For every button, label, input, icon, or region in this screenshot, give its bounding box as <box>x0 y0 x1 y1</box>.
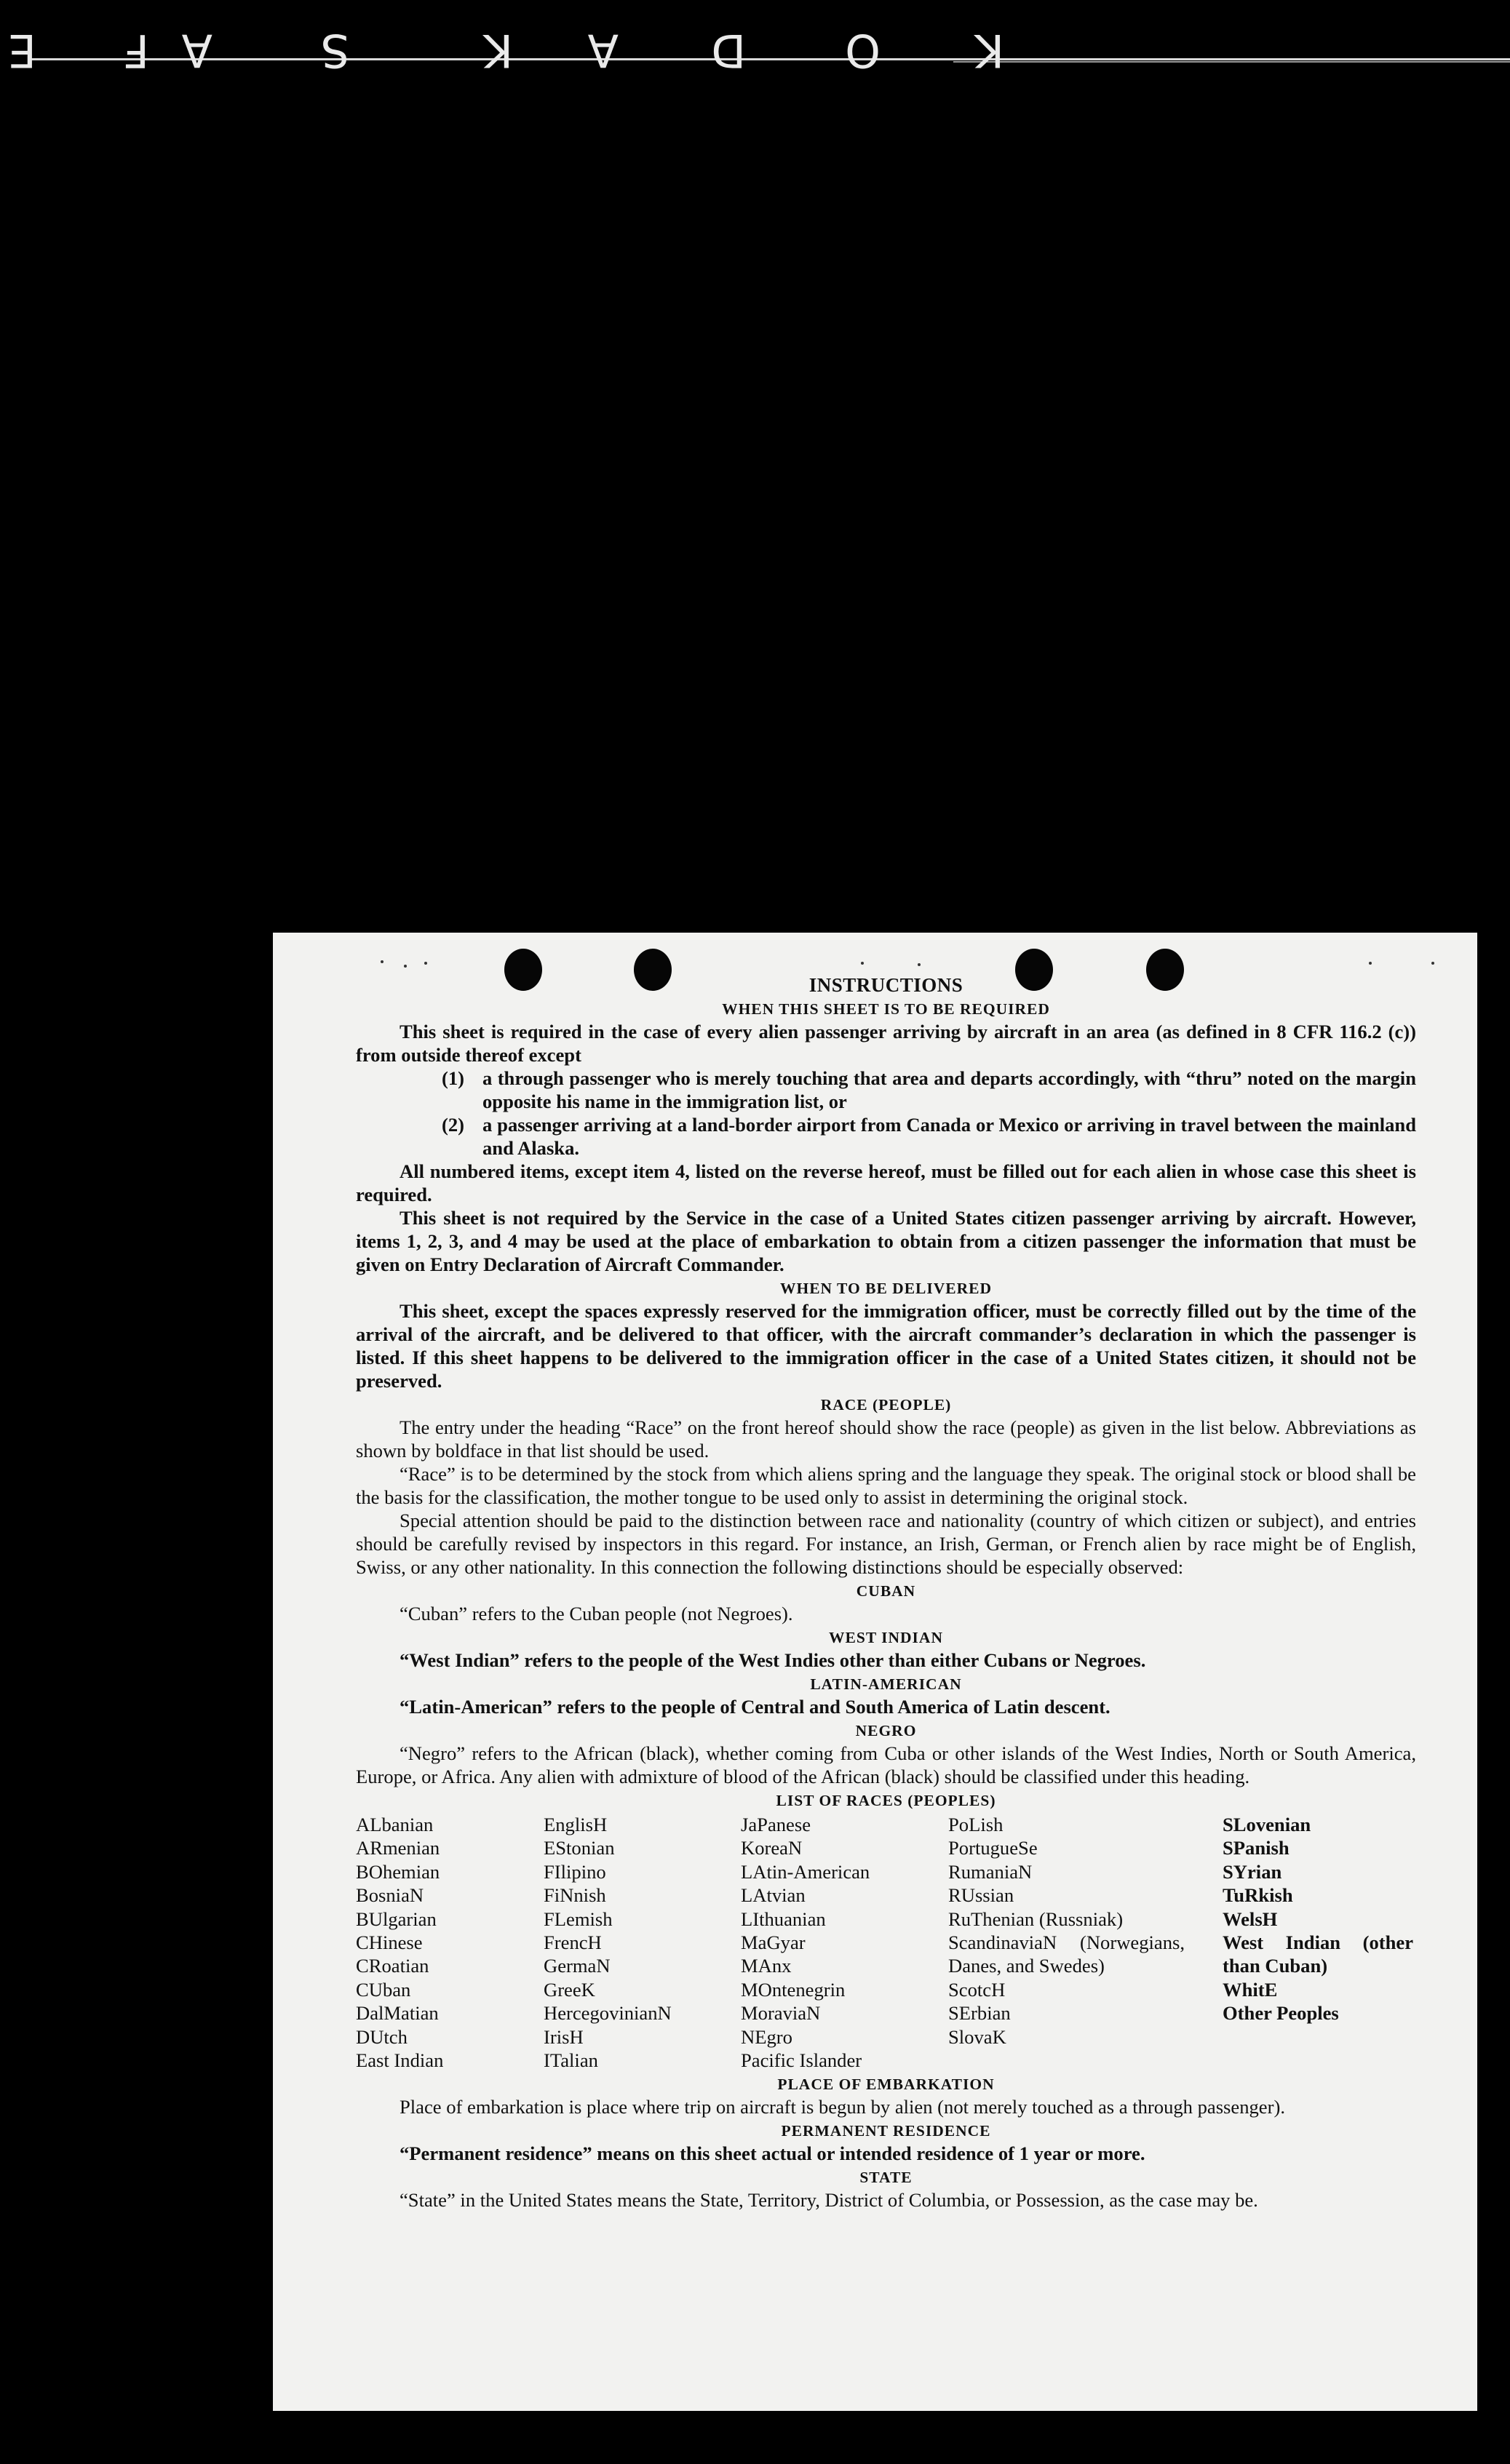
when-delivered-text: This sheet, except the spaces expressly reserved for the immigration officer, must be correctly filled out by the time of the arrival of the aircraft, and be delivered to that officer, with the aircraft commander’s declaration in which the passenger is listed. If this sheet happens to be delivered to the immigration officer in the case of a United States citizen, it should not be preserved. <box>356 1300 1416 1392</box>
race-entry: BUlgarian <box>356 1907 437 1930</box>
race-entry: SlovaK <box>948 2025 1006 2048</box>
race-column <box>1223 1813 1416 2072</box>
film-letter: S <box>319 24 349 77</box>
race-entry: TuRkish <box>1223 1884 1293 1907</box>
heading-latin-american: LATIN-AMERICAN <box>810 1675 962 1693</box>
race-entry: WelsH <box>1223 1907 1278 1930</box>
numbered-items-paragraph: All numbered items, except item 4, listed on the reverse hereof, must be filled out for each alien in whose case this sheet is required. <box>356 1160 1416 1205</box>
race-entry: CHinese <box>356 1931 423 1954</box>
film-letter: D <box>710 24 746 77</box>
race-entry: MAnx <box>741 1955 792 1977</box>
race-entry: JaPanese <box>741 1814 811 1835</box>
race-entry: EStonian <box>544 1837 615 1859</box>
race-entry: PoLish <box>948 1814 1004 1835</box>
race-entry: CUban <box>356 1978 411 2001</box>
speck <box>1369 962 1372 965</box>
race-entry: FLemish <box>544 1907 613 1930</box>
race-entry: WhitE <box>1223 1978 1278 2001</box>
race-entry: ScandinaviaN (Norwegians, Danes, and Swedes) <box>948 1931 1185 1977</box>
race-paragraph-3: Special attention should be paid to the distinction between race and nationality (country of which citizen or subject), and entries should be carefully revised by inspectors in this regard. For instance, an Irish, German, or French alien by race might be of English, Swiss, or any other nationality. In this connection the following distinctions should be especially observed: <box>356 1510 1416 1578</box>
race-entry: GreeK <box>544 1978 595 2001</box>
exception-list <box>356 1066 1416 1160</box>
race-entry: KoreaN <box>741 1837 803 1859</box>
race-entry: ITalian <box>544 2049 598 2072</box>
race-entry: West Indian (other than Cuban) <box>1223 1931 1413 1977</box>
race-entry: HercegovinianN <box>544 2002 672 2025</box>
citizen-paragraph: This sheet is not required by the Service in the case of a United States citizen passenger arriving by aircraft. However, items 1, 2, 3, and 4 may be used at the place of embarkation to obtain from a citizen passenger the information that must be given on Entry Declaration of Aircraft Commander. <box>356 1207 1416 1275</box>
exception-item <box>356 1113 1416 1160</box>
heading-permanent-residence: PERMANENT RESIDENCE <box>781 2122 991 2140</box>
film-letter: E <box>6 24 36 77</box>
exception-number: (2) <box>442 1114 465 1136</box>
race-entry: SErbian <box>948 2002 1011 2025</box>
race-entry: SPanish <box>1223 1837 1290 1859</box>
race-entry: ScotcH <box>948 1978 1006 2001</box>
race-entry: FIlipino <box>544 1860 606 1883</box>
film-letter: K <box>973 24 1004 77</box>
race-entry: BosniaN <box>356 1884 424 1907</box>
race-entry: ALbanian <box>356 1814 434 1835</box>
latin-american-text: “Latin-American” refers to the people of Central and South America of Latin descent. <box>400 1696 1110 1718</box>
race-column <box>741 1813 948 2072</box>
race-entry: DalMatian <box>356 2002 439 2025</box>
exception-text: a through passenger who is merely touching that area and departs accordingly, with “thru” noted on the margin opposite his name in the immigration list, or <box>482 1067 1416 1112</box>
exception-item <box>356 1066 1416 1113</box>
race-entry: RuThenian (Russniak) <box>948 1907 1124 1930</box>
heading-place-of-embarkation: PLACE OF EMBARKATION <box>777 2076 995 2094</box>
race-entry: MoraviaN <box>741 2002 821 2025</box>
exception-text: a passenger arriving at a land-border airport from Canada or Mexico or arriving in travel between the mainland and Alaska. <box>482 1114 1416 1159</box>
race-entry: East Indian <box>356 2049 444 2072</box>
permanent-residence-text: “Permanent residence” means on this sheet actual or intended residence of 1 year or more. <box>400 2142 1145 2165</box>
race-entry: EnglisH <box>544 1814 608 1835</box>
race-column <box>948 1813 1223 2072</box>
film-letter: F <box>122 24 149 77</box>
race-entry: ARmenian <box>356 1837 440 1859</box>
negro-text: “Negro” refers to the African (black), whether coming from Cuba or other islands of the West Indies, North or South America, Europe, or Africa. Any alien with admixture of blood of the African (black) should be classified under this heading. <box>356 1742 1416 1787</box>
film-letter: O <box>843 24 881 77</box>
page-title: INSTRUCTIONS <box>808 974 963 996</box>
race-entry: MOntenegrin <box>741 1978 846 2001</box>
race-entry: LAtvian <box>741 1884 806 1907</box>
speck <box>404 965 407 968</box>
speck <box>424 962 427 965</box>
heading-cuban: CUBAN <box>856 1582 916 1600</box>
film-edge-lettering <box>0 16 1033 81</box>
race-column <box>544 1813 741 2072</box>
race-entry: RumaniaN <box>948 1860 1033 1883</box>
race-entry: Pacific Islander <box>741 2049 862 2072</box>
race-entry: DUtch <box>356 2025 408 2048</box>
race-list <box>356 1813 1416 2072</box>
race-paragraph-2: “Race” is to be determined by the stock from which aliens spring and the language they speak. The original stock or blood shall be the basis for the classification, the mother tongue to be used only to assist in determining the original stock. <box>356 1463 1416 1508</box>
instruction-sheet <box>273 933 1477 2411</box>
race-paragraph-1: The entry under the heading “Race” on the front hereof should show the race (people) as given in the list below. Abbreviations as shown by boldface in that list should be used. <box>356 1416 1416 1462</box>
race-entry: BOhemian <box>356 1860 440 1883</box>
film-letter: A <box>180 24 212 77</box>
race-entry: SLovenian <box>1223 1814 1311 1835</box>
heading-when-delivered: WHEN TO BE DELIVERED <box>779 1280 993 1297</box>
race-entry: NEgro <box>741 2025 792 2048</box>
speck <box>861 962 864 965</box>
west-indian-text: “West Indian” refers to the people of the West Indies other than either Cubans or Negroes. <box>400 1649 1146 1671</box>
race-entry: CRoatian <box>356 1955 429 1977</box>
when-required-intro: This sheet is required in the case of every alien passenger arriving by aircraft in an area (as defined in 8 CFR 116.2 (c)) from outside thereof except <box>356 1021 1416 1066</box>
race-entry: SYrian <box>1223 1860 1282 1883</box>
film-edge-rule-secondary <box>953 61 1510 63</box>
sheet-content <box>356 973 1416 2212</box>
speck <box>918 963 921 966</box>
heading-state: STATE <box>859 2169 913 2187</box>
heading-race: RACE (PEOPLE) <box>820 1396 952 1414</box>
film-letter: A <box>586 24 619 77</box>
speck <box>381 960 384 963</box>
race-entry: PortugueSe <box>948 1837 1038 1859</box>
race-entry: FrencH <box>544 1931 602 1954</box>
heading-list-of-races: LIST OF RACES (PEOPLES) <box>776 1792 996 1809</box>
heading-negro: NEGRO <box>855 1722 917 1739</box>
speck <box>1431 962 1434 965</box>
race-entry: LAtin-American <box>741 1860 870 1883</box>
state-text: “State” in the United States means the State, Territory, District of Columbia, or Possession, as the case may be. <box>400 2189 1258 2212</box>
race-entry: Other Peoples <box>1223 2002 1339 2025</box>
heading-when-required: WHEN THIS SHEET IS TO BE REQUIRED <box>722 1000 1050 1018</box>
race-entry: IrisH <box>544 2025 584 2048</box>
race-entry: MaGyar <box>741 1931 806 1954</box>
race-entry: LIthuanian <box>741 1907 826 1930</box>
race-entry: RUssian <box>948 1884 1014 1907</box>
race-entry: FiNnish <box>544 1884 606 1907</box>
film-edge <box>0 0 1510 95</box>
race-column <box>356 1813 544 2072</box>
cuban-text: “Cuban” refers to the Cuban people (not Negroes). <box>400 1603 793 1624</box>
heading-west-indian: WEST INDIAN <box>829 1629 943 1646</box>
embarkation-text: Place of embarkation is place where trip on aircraft is begun by alien (not merely touched as a through passenger). <box>400 2096 1285 2118</box>
exception-number: (1) <box>442 1067 465 1089</box>
film-letter: K <box>482 24 513 77</box>
race-entry: GermaN <box>544 1955 611 1977</box>
